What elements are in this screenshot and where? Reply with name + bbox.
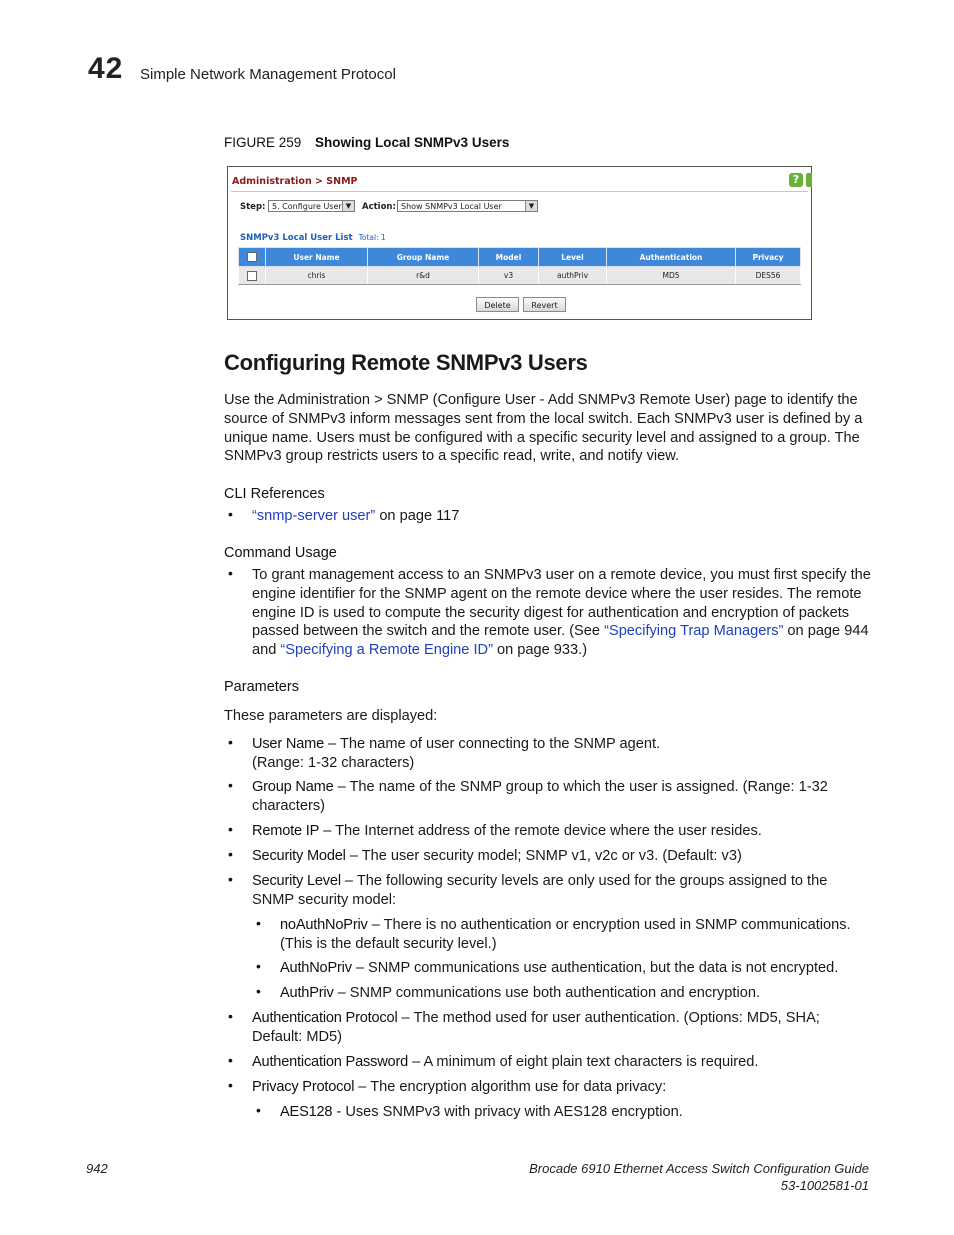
delete-button[interactable]: Delete [476, 297, 519, 312]
param-term: Security Model [252, 848, 346, 864]
usage-heading: Command Usage [224, 545, 337, 561]
cli-page: on page 117 [375, 508, 460, 524]
chapter-title: Simple Network Management Protocol [140, 66, 396, 83]
table-row [239, 267, 801, 285]
select-all-header[interactable] [239, 248, 266, 267]
param-item [252, 847, 872, 866]
action-select[interactable] [397, 200, 538, 212]
usage-text [252, 566, 872, 660]
privacy-desc: - Uses SNMPv3 with privacy with AES128 encryption. [332, 1104, 683, 1120]
usage-text-1: To grant management access to an SNMPv3 user on a remote device, you must first specify the engine identifier for the SNMP agent on the remote device where the user resides. The remote engine ID is used to compute the security digest for authentication and encryption of packets passed between the switch and the remote user. (See [252, 567, 871, 640]
param-term: Privacy Protocol [252, 1079, 355, 1095]
table-cell: DES56 [736, 267, 801, 285]
bullet-icon: • [228, 734, 233, 750]
row-checkbox[interactable] [247, 271, 257, 281]
table-cell: MD5 [607, 267, 736, 285]
param-desc: – The Internet address of the remote device where the user resides. [319, 823, 762, 839]
bullet-icon: • [228, 1077, 233, 1093]
action-select-value: Show SNMPv3 Local User [401, 202, 502, 211]
bullet-icon: • [228, 871, 233, 887]
level-term: AuthPriv [280, 985, 334, 1001]
table-cell: r&d [368, 267, 479, 285]
param-desc-cont: Default: MD5) [252, 1028, 343, 1045]
figure-caption [224, 135, 509, 150]
bullet-icon: • [256, 983, 261, 999]
param-item [252, 1009, 872, 1047]
param-desc: – The name of the SNMP group to which the user is assigned. (Range: 1-32 [333, 779, 828, 795]
table-header-row [239, 248, 801, 267]
list-title-text: SNMPv3 Local User List [240, 233, 353, 243]
header-divider [231, 191, 808, 192]
table-cell: chris [266, 267, 368, 285]
row-select-cell[interactable] [239, 267, 266, 285]
step-select-value: 5. Configure User [272, 202, 342, 211]
bullet-icon: • [228, 821, 233, 837]
footer-right [529, 1161, 869, 1194]
param-term: Group Name [252, 779, 334, 795]
cli-heading: CLI References [224, 486, 325, 502]
column-header: User Name [266, 248, 368, 267]
doc-number: 53-1002581-01 [780, 1177, 869, 1193]
param-desc: – The encryption algorithm use for data privacy: [354, 1079, 667, 1095]
param-item [252, 735, 872, 773]
param-term: Authentication Password [252, 1054, 409, 1070]
param-desc: – The following security levels are only used for the groups assigned to the [340, 873, 828, 889]
user-table [238, 247, 801, 285]
param-desc-cont: characters) [252, 797, 325, 814]
param-term: Authentication Protocol [252, 1010, 398, 1026]
level-item [280, 916, 872, 954]
list-total: Total: 1 [358, 233, 386, 242]
trap-managers-link[interactable]: “Specifying Trap Managers” [604, 623, 784, 640]
bullet-icon: • [256, 915, 261, 931]
column-header: Authentication [607, 248, 736, 267]
chevron-down-icon: ▼ [525, 201, 537, 211]
help-icon[interactable]: ? [789, 173, 803, 187]
param-desc: – The name of user connecting to the SNMP agent. [324, 736, 661, 752]
bullet-icon: • [228, 565, 233, 581]
remote-engine-link[interactable]: “Specifying a Remote Engine ID” [280, 642, 493, 659]
table-cell: authPriv [539, 267, 607, 285]
level-term: noAuthNoPriv [280, 917, 368, 933]
params-heading: Parameters [224, 679, 299, 695]
param-desc-cont: SNMP security model: [252, 891, 397, 908]
snmp-screenshot [227, 166, 812, 320]
bullet-icon: • [228, 506, 233, 522]
page-number: 942 [86, 1161, 108, 1176]
level-item [280, 984, 872, 1003]
param-item [252, 1053, 872, 1072]
param-item [252, 822, 872, 841]
section-title: Configuring Remote SNMPv3 Users [224, 350, 588, 375]
step-label: Step: [240, 202, 266, 212]
level-item [280, 959, 872, 978]
param-term: User Name [252, 736, 324, 752]
bullet-icon: • [228, 777, 233, 793]
bullet-icon: • [228, 846, 233, 862]
param-desc: – The method used for user authentication. (Options: MD5, SHA; [397, 1010, 820, 1026]
param-item [252, 1078, 872, 1097]
list-title [240, 233, 386, 243]
param-item [252, 872, 872, 910]
param-desc: – A minimum of eight plain text characters is required. [408, 1054, 759, 1070]
intro-paragraph: Use the Administration > SNMP (Configure User - Add SNMPv3 Remote User) page to identify the source of SNMPv3 inform messages sent from the local switch. Each SNMPv3 user is defined by a unique name. Users must be configured with a specific security level and assigned to a group. The SNMPv3 group restricts users to a specific read, write, and notify view. [224, 392, 863, 465]
level-desc: – SNMP communications use both authentication and encryption. [333, 985, 761, 1001]
select-all-checkbox[interactable] [247, 252, 257, 262]
column-header: Model [479, 248, 539, 267]
bullet-icon: • [256, 1102, 261, 1118]
params-intro: These parameters are displayed: [224, 708, 438, 724]
param-desc-cont: (Range: 1-32 characters) [252, 754, 415, 771]
bullet-icon: • [256, 958, 261, 974]
cli-link[interactable]: “snmp-server user” [252, 508, 376, 524]
chevron-down-icon: ▼ [342, 201, 354, 211]
revert-button[interactable]: Revert [523, 297, 566, 312]
step-select[interactable] [268, 200, 355, 212]
figure-title: Showing Local SNMPv3 Users [315, 135, 510, 150]
column-header: Group Name [368, 248, 479, 267]
column-header: Level [539, 248, 607, 267]
column-header: Privacy [736, 248, 801, 267]
breadcrumb: Administration > SNMP [232, 176, 358, 187]
level-desc: – There is no authentication or encryption used in SNMP communications. [367, 917, 851, 933]
usage-text-2: on page 944 and [252, 623, 869, 659]
level-term: AuthNoPriv [280, 960, 352, 976]
usage-text-3: on page 933.) [492, 642, 588, 659]
param-term: Remote IP [252, 823, 320, 839]
action-label: Action: [362, 202, 396, 212]
param-item [252, 778, 872, 816]
chapter-number: 42 [88, 52, 124, 85]
level-desc: – SNMP communications use authentication, but the data is not encrypted. [351, 960, 839, 976]
param-desc: – The user security model; SNMP v1, v2c or v3. (Default: v3) [345, 848, 742, 864]
level-desc-cont: (This is the default security level.) [280, 935, 497, 952]
book-title: Brocade 6910 Ethernet Access Switch Configuration Guide [529, 1161, 869, 1176]
toolbar-icon[interactable] [806, 173, 812, 187]
privacy-item [280, 1103, 872, 1122]
figure-label: FIGURE 259 [224, 135, 302, 150]
bullet-icon: • [228, 1052, 233, 1068]
table-cell: v3 [479, 267, 539, 285]
cli-reference [252, 507, 459, 526]
privacy-term: AES128 [280, 1104, 333, 1120]
bullet-icon: • [228, 1008, 233, 1024]
param-term: Security Level [252, 873, 341, 889]
